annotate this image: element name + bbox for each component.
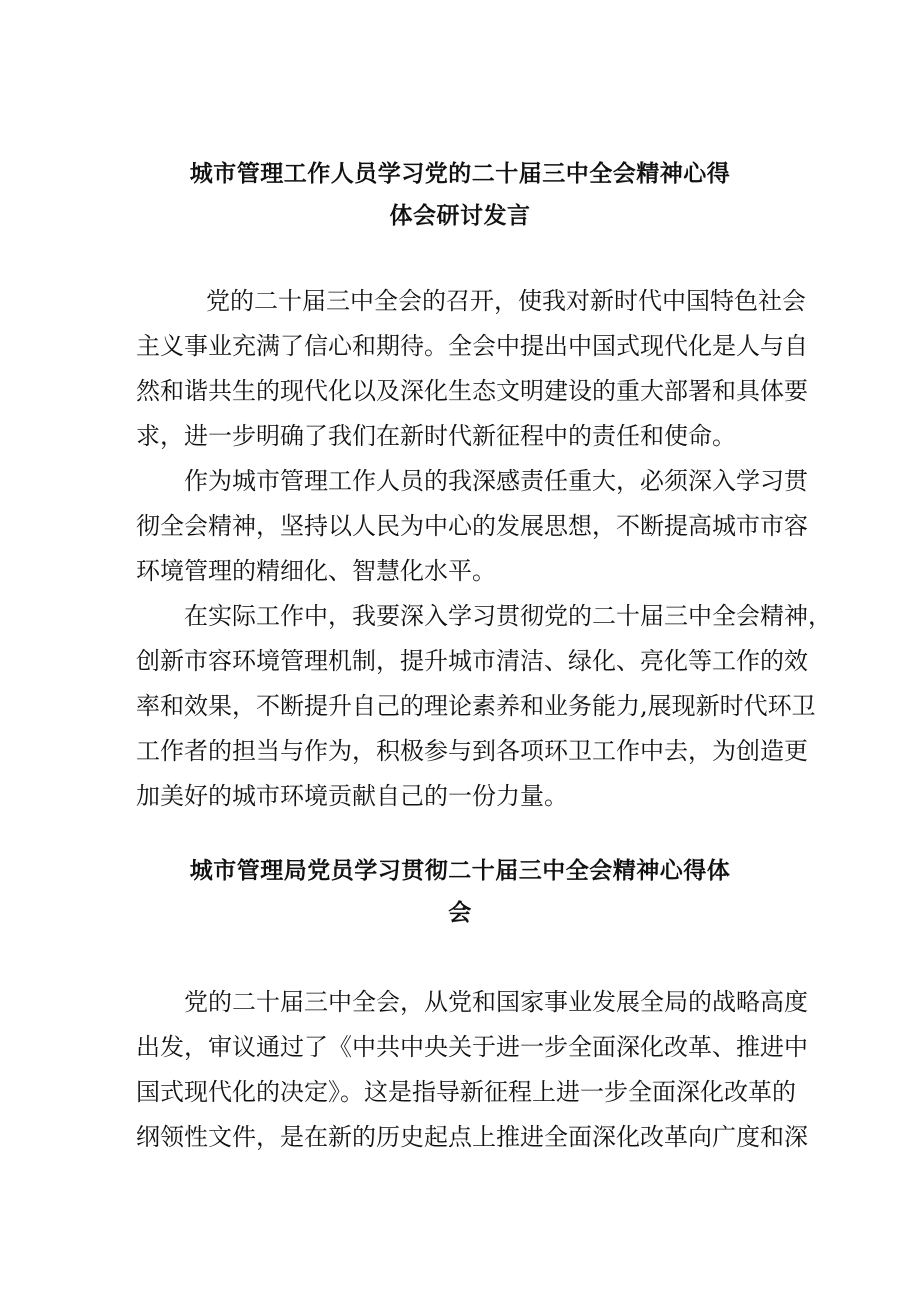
section1-title-line: 城市管理工作人员学习党的二十届三中全会精神心得 — [189, 161, 731, 187]
paragraph-line: 彻全会精神，坚持以人民为中心的发展思想，不断提高城市市容 — [136, 512, 808, 540]
paragraph — [136, 980, 808, 1160]
paragraph-line: 党的二十届三中全会的召开，使我对新时代中国特色社会 — [206, 287, 806, 315]
paragraph-line: 然和谐共生的现代化以及深化生态文明建设的重大部署和具体要 — [136, 377, 808, 405]
paragraph-line: 率和效果，不断提升自己的理论素养和业务能力,展现新时代环卫 — [136, 692, 816, 720]
section1-title-line: 体会研讨发言 — [389, 203, 531, 229]
section1-body — [136, 279, 832, 819]
section2-title-line: 会 — [448, 900, 472, 926]
paragraph — [136, 594, 832, 819]
paragraph-line: 创新市容环境管理机制，提升城市清洁、绿化、亮化等工作的效 — [136, 647, 808, 675]
section2-body — [136, 980, 808, 1160]
paragraph-line: 加美好的城市环境贡献自己的一份力量。 — [136, 782, 568, 810]
paragraph — [136, 279, 808, 459]
paragraph-line: 主义事业充满了信心和期待。全会中提出中国式现代化是人与自 — [136, 332, 808, 360]
paragraph-line: 国式现代化的决定》。这是指导新征程上进一步全面深化改革的 — [136, 1078, 796, 1106]
paragraph-line: 在实际工作中，我要深入学习贯彻党的二十届三中全会精神， — [184, 602, 832, 630]
section1-title — [0, 153, 920, 237]
paragraph-line: 纲领性文件，是在新的历史起点上推进全面深化改革向广度和深 — [136, 1123, 808, 1151]
paragraph — [136, 459, 808, 594]
section2-title — [0, 850, 920, 934]
paragraph-line: 党的二十届三中全会，从党和国家事业发展全局的战略高度 — [184, 988, 808, 1016]
paragraph-line: 环境管理的精细化、智慧化水平。 — [136, 557, 496, 585]
paragraph-line: 作为城市管理工作人员的我深感责任重大，必须深入学习贯 — [184, 467, 808, 495]
section2-title-line: 城市管理局党员学习贯彻二十届三中全会精神心得体 — [189, 858, 731, 884]
paragraph-line: 求，进一步明确了我们在新时代新征程中的责任和使命。 — [136, 422, 736, 450]
paragraph-line: 出发，审议通过了《中共中央关于进一步全面深化改革、推进中 — [136, 1033, 808, 1061]
paragraph-line: 工作者的担当与作为，积极参与到各项环卫工作中去，为创造更 — [136, 737, 808, 765]
